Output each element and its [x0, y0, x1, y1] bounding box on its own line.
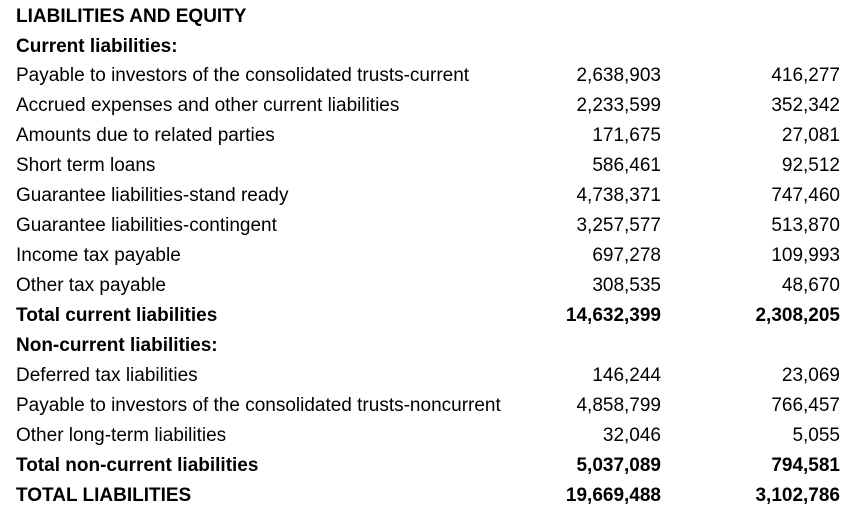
table-row	[0, 241, 856, 271]
row-label: Guarantee liabilities-contingent	[16, 215, 277, 236]
value-column-1: 2,233,599	[576, 95, 661, 116]
table-row	[0, 421, 856, 451]
row-label: Other tax payable	[16, 275, 166, 296]
row-label: Total current liabilities	[16, 305, 218, 326]
value-column-2: 48,670	[781, 275, 840, 296]
table-row	[0, 271, 856, 301]
row-label: Total non-current liabilities	[16, 455, 259, 476]
value-column-1: 308,535	[592, 275, 661, 296]
row-label: Payable to investors of the consolidated trusts-noncurrent	[16, 395, 501, 416]
value-column-1: 4,738,371	[576, 185, 661, 206]
value-column-2: 794,581	[771, 455, 840, 476]
row-label: Short term loans	[16, 155, 156, 176]
row-label: TOTAL LIABILITIES	[16, 485, 192, 506]
table-row	[0, 121, 856, 151]
value-column-2: 27,081	[781, 125, 840, 146]
value-column-2: 352,342	[771, 95, 840, 116]
value-column-1: 4,858,799	[576, 395, 661, 416]
value-column-1: 146,244	[592, 365, 661, 386]
row-label: Guarantee liabilities-stand ready	[16, 185, 289, 206]
value-column-1: 586,461	[592, 155, 661, 176]
total-row-non-current-liabilities	[0, 451, 856, 481]
value-column-2: 747,460	[771, 185, 840, 206]
value-column-2: 513,870	[771, 215, 840, 236]
section-heading-current-liabilities	[0, 32, 856, 62]
row-label: Amounts due to related parties	[16, 125, 275, 146]
value-column-1: 19,669,488	[565, 485, 661, 506]
row-label: Income tax payable	[16, 245, 181, 266]
row-label: Other long-term liabilities	[16, 425, 227, 446]
table-row	[0, 181, 856, 211]
row-label: Deferred tax liabilities	[16, 365, 198, 386]
row-label: LIABILITIES AND EQUITY	[16, 6, 247, 27]
table-row	[0, 61, 856, 91]
table-row	[0, 91, 856, 121]
section-heading-liabilities-and-equity	[0, 2, 856, 32]
value-column-2: 23,069	[781, 365, 840, 386]
value-column-1: 5,037,089	[576, 455, 661, 476]
total-row-total-liabilities	[0, 481, 856, 511]
total-row-current-liabilities	[0, 301, 856, 331]
value-column-1: 697,278	[592, 245, 661, 266]
value-column-1: 32,046	[602, 425, 661, 446]
value-column-1: 2,638,903	[576, 65, 661, 86]
value-column-2: 766,457	[771, 395, 840, 416]
table-row	[0, 151, 856, 181]
value-column-2: 5,055	[792, 425, 840, 446]
row-label: Current liabilities:	[16, 36, 178, 57]
value-column-1: 171,675	[592, 125, 661, 146]
table-row	[0, 211, 856, 241]
value-column-2: 2,308,205	[755, 305, 840, 326]
value-column-1: 14,632,399	[565, 305, 661, 326]
value-column-2: 109,993	[771, 245, 840, 266]
value-column-2: 3,102,786	[755, 485, 840, 506]
row-label: Accrued expenses and other current liabilities	[16, 95, 400, 116]
row-label: Non-current liabilities:	[16, 335, 218, 356]
table-row	[0, 361, 856, 391]
row-label: Payable to investors of the consolidated trusts-current	[16, 65, 470, 86]
value-column-1: 3,257,577	[576, 215, 661, 236]
table-row	[0, 391, 856, 421]
value-column-2: 416,277	[771, 65, 840, 86]
value-column-2: 92,512	[781, 155, 840, 176]
section-heading-non-current-liabilities	[0, 331, 856, 361]
